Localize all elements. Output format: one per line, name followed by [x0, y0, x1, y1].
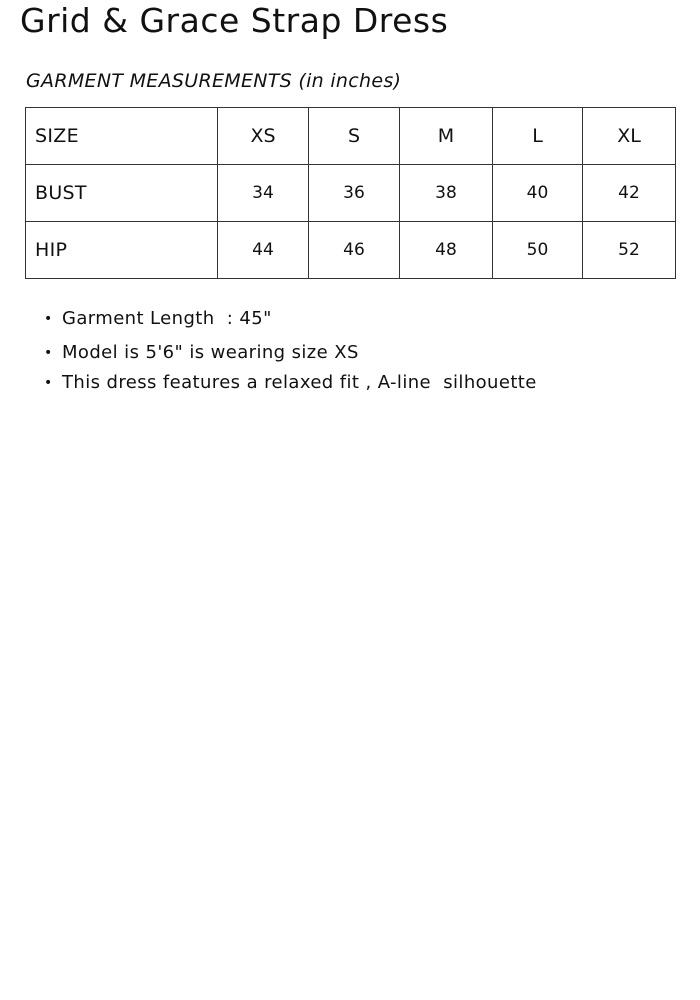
hip-value-s: 46 — [309, 222, 400, 279]
note-garment-length — [44, 306, 537, 340]
bust-value-s: 36 — [309, 165, 400, 222]
bust-value-l: 40 — [493, 165, 583, 222]
bust-value-xs: 34 — [218, 165, 309, 222]
measurements-heading: GARMENT MEASUREMENTS (in inches) — [26, 70, 402, 92]
bust-value-xl: 42 — [583, 165, 676, 222]
note-fit — [44, 372, 537, 402]
table-row-bust — [26, 165, 676, 222]
hip-value-xs: 44 — [218, 222, 309, 279]
row-label-bust: BUST — [26, 165, 218, 222]
bullet-icon: • — [44, 345, 53, 361]
bust-value-m: 38 — [400, 165, 493, 222]
note-text: This dress features a relaxed fit , A-line silhouette — [62, 372, 537, 393]
table-row-hip — [26, 222, 676, 279]
bullet-icon: • — [44, 311, 53, 327]
page-title: Grid & Grace Strap Dress — [20, 1, 449, 40]
size-column-l: L — [493, 108, 583, 165]
size-column-s: S — [309, 108, 400, 165]
note-text: Garment Length : 45" — [62, 308, 272, 329]
note-model-size — [44, 340, 537, 372]
bullet-icon: • — [44, 375, 53, 391]
hip-value-m: 48 — [400, 222, 493, 279]
size-column-m: M — [400, 108, 493, 165]
table-header-row — [26, 108, 676, 165]
size-header-cell: SIZE — [26, 108, 218, 165]
row-label-hip: HIP — [26, 222, 218, 279]
size-column-xl: XL — [583, 108, 676, 165]
garment-notes-list — [44, 306, 537, 402]
hip-value-xl: 52 — [583, 222, 676, 279]
note-text: Model is 5'6" is wearing size XS — [62, 342, 359, 363]
hip-value-l: 50 — [493, 222, 583, 279]
size-column-xs: XS — [218, 108, 309, 165]
size-chart-table — [25, 107, 676, 279]
